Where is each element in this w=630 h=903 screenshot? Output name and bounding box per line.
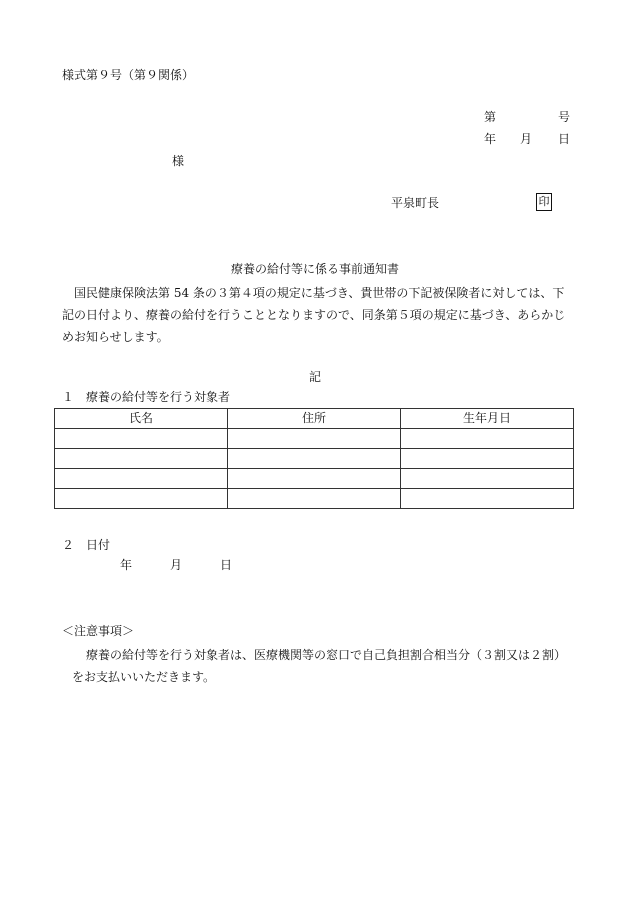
cell-name [55,489,228,509]
table-row [55,469,574,489]
cell-name [55,429,228,449]
sender-name: 平泉町長 [391,196,440,210]
table-row [55,449,574,469]
target-persons-table [54,408,574,509]
seal-stamp: 印 [536,193,552,211]
column-header-name: 氏名 [55,409,228,429]
notice-body: 国民健康保険法第 54 条の３第４項の規定に基づき、貴世帯の下記被保険者に対しては、下記の日付より、療養の給付を行うこととなりますので、同条第５項の規定に基づき、あらかじめお知らせします。 [62,286,566,344]
table-row [55,429,574,449]
notes-text: 療養の給付等を行う対象者は、医療機関等の窓口で自己負担割合相当分（３割又は２割）をお支払いいただきます。 [72,648,567,684]
start-day-label: 日 [220,558,233,572]
number-suffix: 号 [558,110,571,124]
cell-birthdate [401,489,574,509]
table-row [55,489,574,509]
section2-heading: ２ 日付 [62,538,111,552]
issue-day-label: 日 [558,132,571,146]
table-header-row [55,409,574,429]
start-year-label: 年 [120,558,133,572]
cell-address [228,429,401,449]
cell-birthdate [401,429,574,449]
cell-birthdate [401,469,574,489]
number-prefix: 第 [484,110,497,124]
column-header-address: 住所 [228,409,401,429]
cell-name [55,449,228,469]
cell-address [228,489,401,509]
cell-name [55,469,228,489]
form-number: 様式第９号（第９関係） [62,68,195,82]
start-month-label: 月 [170,558,183,572]
cell-birthdate [401,449,574,469]
column-header-birthdate: 生年月日 [401,409,574,429]
document-title: 療養の給付等に係る事前通知書 [230,262,399,276]
notes-heading: ＜注意事項＞ [62,624,135,638]
ki-marker: 記 [308,370,321,384]
issue-year-label: 年 [484,132,497,146]
issue-month-label: 月 [520,132,533,146]
cell-address [228,449,401,469]
section1-heading: １ 療養の給付等を行う対象者 [62,390,231,404]
cell-address [228,469,401,489]
addressee-honorific: 様 [172,154,185,168]
